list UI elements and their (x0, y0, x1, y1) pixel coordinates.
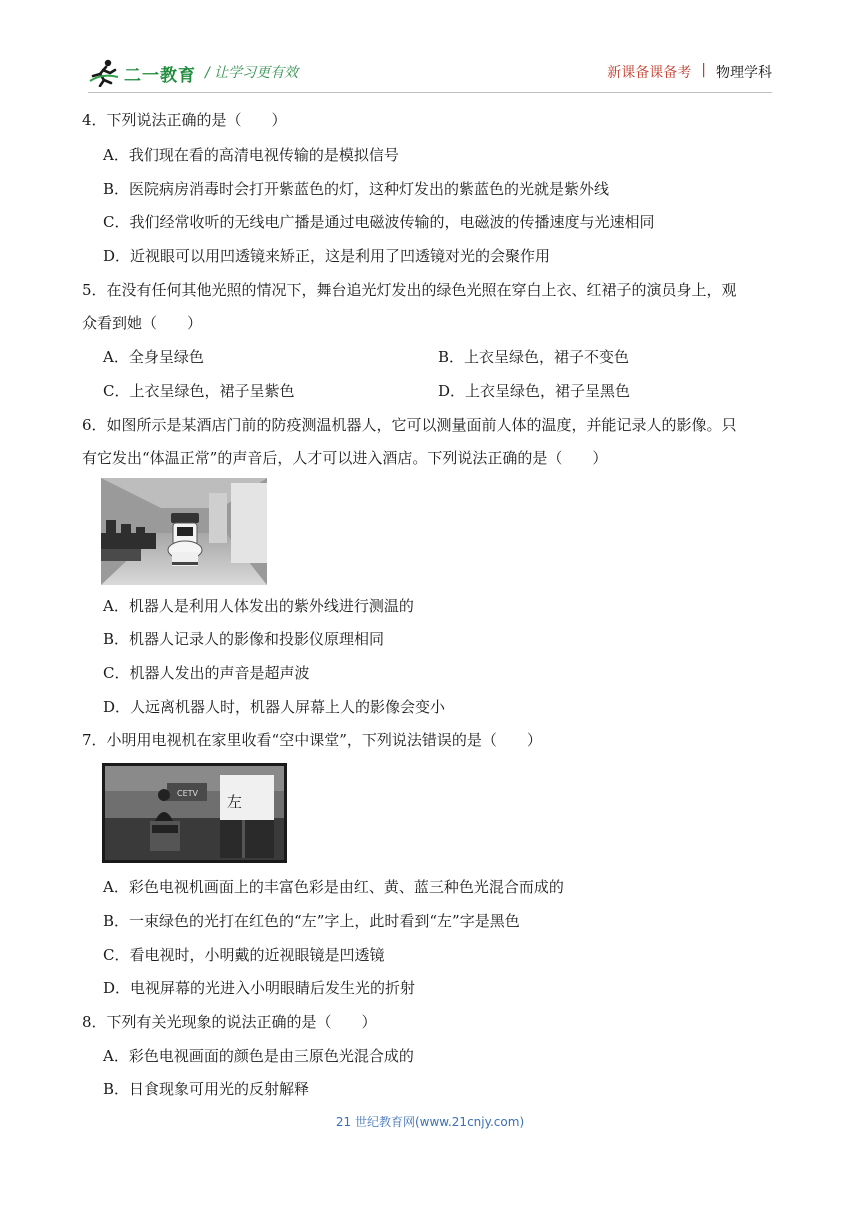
question-4-stem: 4．下列说法正确的是（ ） (82, 111, 287, 129)
question-7-option-b: B．一束绿色的光打在红色的“左”字上，此时看到“左”字是黑色 (103, 912, 520, 930)
logo-text: 二一教育 (124, 65, 196, 86)
question-5-stem-line1: 5．在没有任何其他光照的情况下，舞台追光灯发出的绿色光照在穿白上衣、红裙子的演员身上，观 (82, 281, 737, 299)
header-tagline: 新课备课备考 (607, 65, 692, 81)
header-subject-name: 物理学科 (716, 65, 772, 81)
header-divider (88, 92, 772, 93)
slogan: / 让学习更有效 (205, 65, 299, 81)
header-subject (607, 62, 772, 82)
question-6-option-d: D．人远离机器人时，机器人屏幕上人的影像会变小 (103, 698, 446, 716)
question-6-option-a: A．机器人是利用人体发出的紫外线进行测温的 (103, 597, 414, 615)
question-7-option-d: D．电视屏幕的光进入小明眼睛后发生光的折射 (103, 979, 416, 997)
question-4-option-b: B．医院病房消毒时会打开紫蓝色的灯，这种灯发出的紫蓝色的光就是紫外线 (103, 180, 610, 198)
question-5-option-b: B．上衣呈绿色，裙子不变色 (438, 348, 630, 366)
question-8-option-b: B．日食现象可用光的反射解释 (103, 1080, 310, 1098)
screen-character: 左 (227, 793, 243, 811)
question-6-option-b: B．机器人记录人的影像和投影仪原理相同 (103, 630, 385, 648)
question-7-option-a: A．彩色电视机画面上的丰富色彩是由红、黄、蓝三种色光混合而成的 (103, 878, 564, 896)
question-6-stem-line1: 6．如图所示是某酒店门前的防疫测温机器人，它可以测量面前人体的温度，并能记录人的影像。只 (82, 416, 737, 434)
question-7-option-c: C．看电视时，小明戴的近视眼镜是凹透镜 (103, 946, 385, 964)
question-6-stem-line2: 有它发出“体温正常”的声音后，人才可以进入酒店。下列说法正确的是（ ） (82, 449, 608, 467)
question-5-option-d: D．上衣呈绿色，裙子呈黑色 (438, 382, 631, 400)
page-header (0, 0, 860, 100)
question-8-option-a: A．彩色电视画面的颜色是由三原色光混合成的 (103, 1047, 414, 1065)
question-4-option-c: C．我们经常收听的无线电广播是通过电磁波传输的，电磁波的传播速度与光速相同 (103, 213, 655, 231)
question-5-option-c: C．上衣呈绿色，裙子呈紫色 (103, 382, 295, 400)
screen-logo-text: CETV (177, 789, 198, 798)
tv-classroom-photo (102, 763, 287, 863)
question-8-stem: 8．下列有关光现象的说法正确的是（ ） (82, 1013, 377, 1031)
question-5-stem-line2: 众看到她（ ） (82, 314, 203, 332)
page-footer: 21 世纪教育网(www.21cnjy.com) (335, 1115, 525, 1129)
header-separator: | (701, 62, 706, 78)
runner-logo-icon (88, 59, 120, 87)
robot-photo (101, 478, 267, 585)
question-4-option-d: D．近视眼可以用凹透镜来矫正，这是利用了凹透镜对光的会聚作用 (103, 247, 551, 265)
logo (88, 58, 196, 88)
question-4-option-a: A．我们现在看的高清电视传输的是模拟信号 (103, 146, 399, 164)
question-6-option-c: C．机器人发出的声音是超声波 (103, 664, 310, 682)
question-5-option-a: A．全身呈绿色 (103, 348, 204, 366)
question-7-stem: 7．小明用电视机在家里收看“空中课堂”，下列说法错误的是（ ） (82, 731, 542, 749)
